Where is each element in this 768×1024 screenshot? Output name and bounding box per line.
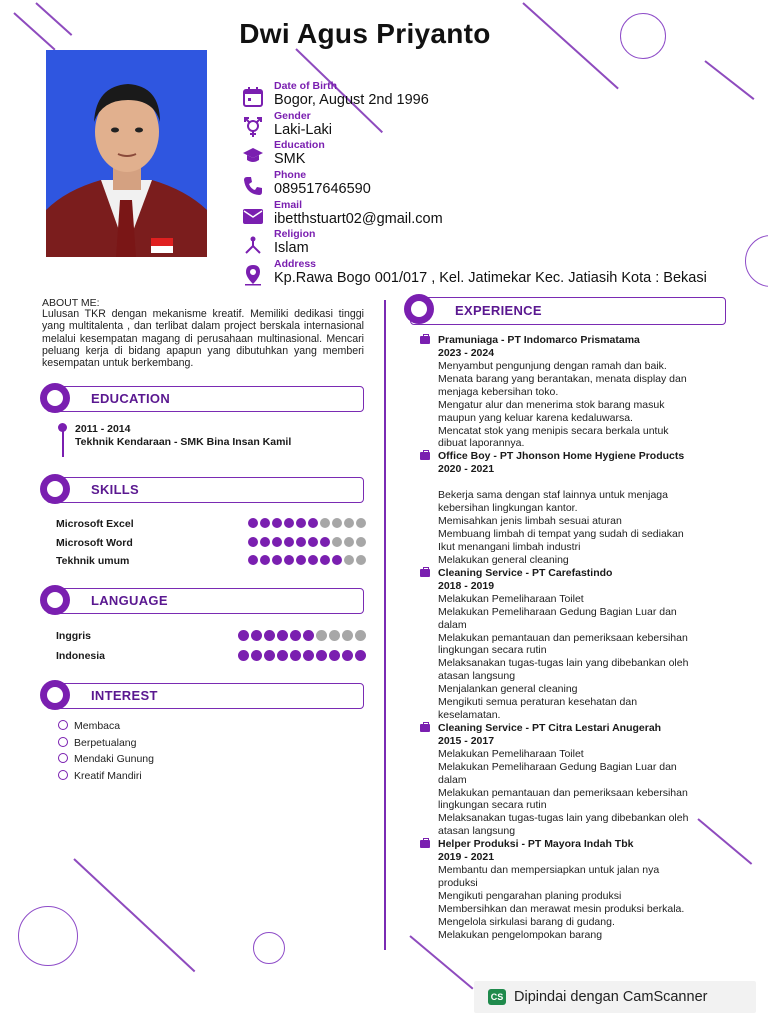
job-description-line: Mengelola sirkulasi barang di gudang.: [438, 915, 615, 928]
job-description-line: atasan langsung: [438, 825, 516, 838]
decorative-circle: [18, 906, 78, 966]
info-value: 089517646590: [274, 181, 371, 198]
language-header: [46, 588, 364, 614]
rating-dot-filled: [320, 555, 330, 565]
rating-dot-filled: [248, 537, 258, 547]
job-description-line: Melakukan Pemeliharaan Gedung Bagian Luar dan: [438, 760, 677, 773]
info-label: Religion: [274, 228, 316, 241]
job-description-line: Membantu dan mempersiapkan untuk jalan nya: [438, 864, 660, 877]
graduation-cap-icon: [242, 145, 264, 167]
rating-dot-filled: [296, 555, 306, 565]
job-description-line: Melakukan Pemeliharaan Toilet: [438, 592, 584, 605]
job-description-line: Melakukan pengelompokan barang: [438, 928, 603, 941]
skill-row: [56, 518, 366, 532]
language-name: Inggris: [56, 630, 92, 642]
job-description-line: Melaksanakan tugas-tugas lain yang dibebankan oleh: [438, 812, 689, 825]
rating-dot-empty: [356, 518, 366, 528]
skills-header: [46, 477, 364, 503]
personal-info: [242, 80, 742, 288]
rating-dot-filled: [296, 518, 306, 528]
rating-dot-filled: [264, 630, 275, 641]
rating-dot-empty: [344, 555, 354, 565]
interest-item: [58, 770, 142, 782]
camscanner-badge: [474, 981, 756, 1013]
job-years: 2018 - 2019: [438, 579, 495, 592]
job-description-line: Melakukan Pemeliharaan Toilet: [438, 747, 584, 760]
job-description-line: Melaksanakan tugas-tugas lain yang dibebankan oleh: [438, 657, 689, 670]
section-ring-icon: [404, 294, 434, 324]
camscanner-text: Dipindai dengan CamScanner: [514, 989, 708, 1005]
job-description-line: Menata barang yang berantakan, menata display dan: [438, 372, 687, 385]
briefcase-icon: [420, 840, 430, 848]
rating-dot-filled: [248, 518, 258, 528]
education-header: [46, 386, 364, 412]
rating-dot-filled: [272, 537, 282, 547]
info-value: Islam: [274, 240, 309, 257]
job-description-line: kebersihan lingkungan kantor.: [438, 502, 578, 515]
job-description-line: maupun yang keluar karena kedaluwarsa.: [438, 411, 633, 424]
rating-dot-empty: [344, 537, 354, 547]
about-text: Lulusan TKR dengan mekanisme kreatif. Memiliki dedikasi tinggi yang multitalenta , dan terlibat dalam project berskala internasional melalui kesempatan magang di perusahaan multinasional. Mencari peluang kerja di bidang apapun yang dibutuhkan yang memberi kesempatan untuk berkembang.: [42, 308, 364, 370]
religion-icon: [242, 234, 264, 256]
info-value: Bogor, August 2nd 1996: [274, 92, 429, 108]
rating-dot-filled: [308, 518, 318, 528]
job-description-line: menjaga kebersihan toko.: [438, 385, 559, 398]
info-label: Gender: [274, 109, 311, 122]
rating-dot-filled: [251, 630, 262, 641]
camscanner-logo-icon: CS: [488, 989, 506, 1005]
calendar-icon: [242, 86, 264, 108]
job-description-line: [438, 476, 720, 489]
briefcase-icon: [420, 569, 430, 577]
rating-dot-filled: [260, 537, 270, 547]
job-title: [420, 450, 720, 463]
rating-dot-filled: [277, 630, 288, 641]
rating-dot-filled: [296, 537, 306, 547]
rating-dot-empty: [356, 555, 366, 565]
smiley-icon: [58, 753, 68, 763]
job-title-text: Office Boy - PT Jhonson Home Hygiene Products: [438, 450, 685, 463]
skill-level: [248, 518, 366, 528]
interest-item: [58, 720, 120, 732]
rating-dot-filled: [284, 555, 294, 565]
job-description-line: lingkungan secara rutin: [438, 644, 547, 657]
rating-dot-empty: [320, 518, 330, 528]
interest-header: [46, 683, 364, 709]
rating-dot-filled: [248, 555, 258, 565]
job-description-line: Mengikuti semua peraturan kesehatan dan: [438, 696, 638, 709]
interest-item: [58, 737, 136, 749]
briefcase-icon: [420, 452, 430, 460]
job-entry: [420, 334, 720, 450]
info-label: Phone: [274, 169, 307, 182]
section-title: INTEREST: [91, 688, 158, 703]
info-value: SMK: [274, 151, 306, 168]
job-description: [420, 360, 720, 450]
job-description: [420, 748, 720, 838]
rating-dot-filled: [355, 650, 366, 661]
job-entry: [420, 567, 720, 722]
job-description-line: dalam: [438, 773, 467, 786]
education-school: Tekhnik Kendaraan - SMK Bina Insan Kamil: [75, 436, 292, 448]
briefcase-icon: [420, 724, 430, 732]
language-row: [56, 630, 366, 644]
job-years: 2023 - 2024: [438, 347, 495, 359]
rating-dot-filled: [272, 555, 282, 565]
interest-label: Berpetualang: [74, 737, 137, 749]
job-description-line: Bekerja sama dengan staf lainnya untuk menjaga: [438, 489, 668, 502]
phone-icon: [242, 175, 264, 197]
interest-label: Membaca: [74, 720, 121, 732]
info-address: [242, 258, 742, 288]
section-title: LANGUAGE: [91, 593, 168, 608]
job-description-line: Membersihkan dan merawat mesin produksi berkala.: [438, 902, 685, 915]
job-description-line: Menjalankan general cleaning: [438, 683, 578, 696]
rating-dot-empty: [316, 630, 327, 641]
gender-icon: [242, 116, 264, 138]
info-email: [242, 199, 742, 229]
interest-label: Kreatif Mandiri: [74, 770, 142, 782]
job-title-text: Helper Produksi - PT Mayora Indah Tbk: [438, 838, 634, 851]
rating-dot-filled: [290, 650, 301, 661]
rating-dot-filled: [316, 650, 327, 661]
job-description-line: Melakukan Pemeliharaan Gedung Bagian Luar dan: [438, 605, 677, 618]
job-description-line: Membuang limbah di tempat yang sudah di sediakan: [438, 528, 684, 541]
job-description-line: Melakukan pemantauan dan pemeriksaan kebersihan: [438, 786, 688, 799]
experience-header: [410, 297, 726, 325]
job-title-text: Cleaning Service - PT Carefastindo: [438, 566, 613, 579]
section-ring-icon: [40, 680, 70, 710]
rating-dot-filled: [277, 650, 288, 661]
rating-dot-filled: [303, 630, 314, 641]
rating-dot-empty: [342, 630, 353, 641]
skill-row: [56, 537, 366, 551]
section-title: SKILLS: [91, 482, 140, 497]
job-description-line: lingkungan secara rutin: [438, 799, 547, 812]
job-description-line: Memisahkan jenis limbah sesuai aturan: [438, 515, 622, 528]
rating-dot-filled: [308, 537, 318, 547]
job-title-text: Pramuniaga - PT Indomarco Prismatama: [438, 334, 640, 346]
job-description-line: Melakukan general cleaning: [438, 553, 569, 566]
decorative-line: [73, 858, 195, 972]
rating-dot-filled: [238, 630, 249, 641]
info-gender: [242, 110, 742, 140]
language-name: Indonesia: [56, 650, 106, 662]
job-entry: [420, 838, 720, 941]
job-description-line: keselamatan.: [438, 708, 501, 721]
skill-level: [248, 555, 366, 565]
language-level: [238, 630, 366, 641]
rating-dot-empty: [344, 518, 354, 528]
rating-dot-filled: [320, 537, 330, 547]
skill-name: Microsoft Word: [56, 537, 133, 549]
rating-dot-empty: [332, 518, 342, 528]
language-row: [56, 650, 366, 664]
job-description-line: Menyambut pengunjung dengan ramah dan baik.: [438, 360, 667, 372]
job-entry: [420, 450, 720, 566]
job-entry: [420, 722, 720, 838]
job-title: [420, 838, 720, 851]
section-title: EDUCATION: [91, 391, 171, 406]
job-title: [420, 722, 720, 735]
job-description-line: dibuat laporannya.: [438, 437, 525, 450]
rating-dot-filled: [264, 650, 275, 661]
education-year: 2011 - 2014: [75, 423, 131, 435]
language-level: [238, 650, 366, 661]
job-description: [420, 593, 720, 722]
experience-list: [420, 334, 720, 942]
rating-dot-filled: [284, 537, 294, 547]
profile-photo: [46, 50, 207, 257]
mail-icon: [242, 205, 264, 227]
info-label: Email: [274, 198, 303, 211]
rating-dot-filled: [272, 518, 282, 528]
info-value: Laki-Laki: [274, 121, 333, 138]
rating-dot-filled: [260, 555, 270, 565]
decorative-line: [409, 935, 473, 989]
info-label: Date of Birth: [274, 80, 337, 92]
rating-dot-filled: [290, 630, 301, 641]
info-date-of-birth: [242, 80, 742, 110]
rating-dot-filled: [284, 518, 294, 528]
rating-dot-filled: [342, 650, 353, 661]
rating-dot-empty: [332, 537, 342, 547]
smiley-icon: [58, 720, 68, 730]
job-title-text: Cleaning Service - PT Citra Lestari Anugerah: [438, 721, 662, 734]
job-description-line: Ikut menangani limbah industri: [438, 540, 581, 553]
rating-dot-filled: [329, 650, 340, 661]
job-description-line: atasan langsung: [438, 670, 516, 683]
decorative-circle: [745, 235, 768, 287]
smiley-icon: [58, 770, 68, 780]
interest-label: Mendaki Gunung: [74, 753, 154, 765]
job-description-line: dalam: [438, 618, 467, 631]
job-description-line: Melakukan pemantauan dan pemeriksaan kebersihan: [438, 631, 688, 644]
job-description: [420, 476, 720, 566]
rating-dot-empty: [355, 630, 366, 641]
info-label: Education: [274, 139, 325, 152]
skill-row: [56, 555, 366, 569]
resume-name: Dwi Agus Priyanto: [239, 18, 491, 49]
rating-dot-filled: [332, 555, 342, 565]
section-ring-icon: [40, 474, 70, 504]
info-label: Address: [274, 258, 317, 271]
info-phone: [242, 169, 742, 199]
job-description-line: produksi: [438, 877, 478, 890]
skill-name: Tekhnik umum: [56, 555, 130, 567]
briefcase-icon: [420, 336, 430, 344]
section-ring-icon: [40, 383, 70, 413]
job-description: [420, 864, 720, 941]
rating-dot-filled: [251, 650, 262, 661]
location-pin-icon: [242, 264, 264, 286]
job-title: [420, 567, 720, 580]
skill-level: [248, 537, 366, 547]
decorative-circle: [253, 932, 285, 964]
info-value: ibetthstuart02@gmail.com: [274, 210, 443, 227]
job-years: 2020 - 2021: [438, 463, 495, 476]
interest-item: [58, 753, 154, 765]
info-religion: [242, 228, 742, 258]
job-description-line: Mengikuti pengarahan planing produksi: [438, 890, 622, 902]
info-education: [242, 139, 742, 169]
job-years: 2015 - 2017: [438, 734, 495, 747]
column-divider: [384, 300, 386, 950]
smiley-icon: [58, 737, 68, 747]
job-description-line: Mengatur alur dan menerima stok barang masuk: [438, 398, 665, 411]
job-years: 2019 - 2021: [438, 851, 495, 864]
timeline-dot-icon: [58, 423, 67, 432]
skill-name: Microsoft Excel: [56, 518, 134, 530]
about-title: ABOUT ME:: [42, 297, 100, 309]
info-value: Kp.Rawa Bogo 001/017 , Kel. Jatimekar Kec. Jatiasih Kota : Bekasi: [274, 270, 707, 287]
rating-dot-filled: [238, 650, 249, 661]
job-description-line: Mencatat stok yang menipis secara berkala untuk: [438, 424, 669, 437]
rating-dot-filled: [308, 555, 318, 565]
rating-dot-empty: [356, 537, 366, 547]
rating-dot-filled: [260, 518, 270, 528]
job-title: [420, 334, 720, 347]
section-title: EXPERIENCE: [455, 303, 542, 318]
section-ring-icon: [40, 585, 70, 615]
rating-dot-filled: [303, 650, 314, 661]
rating-dot-empty: [329, 630, 340, 641]
